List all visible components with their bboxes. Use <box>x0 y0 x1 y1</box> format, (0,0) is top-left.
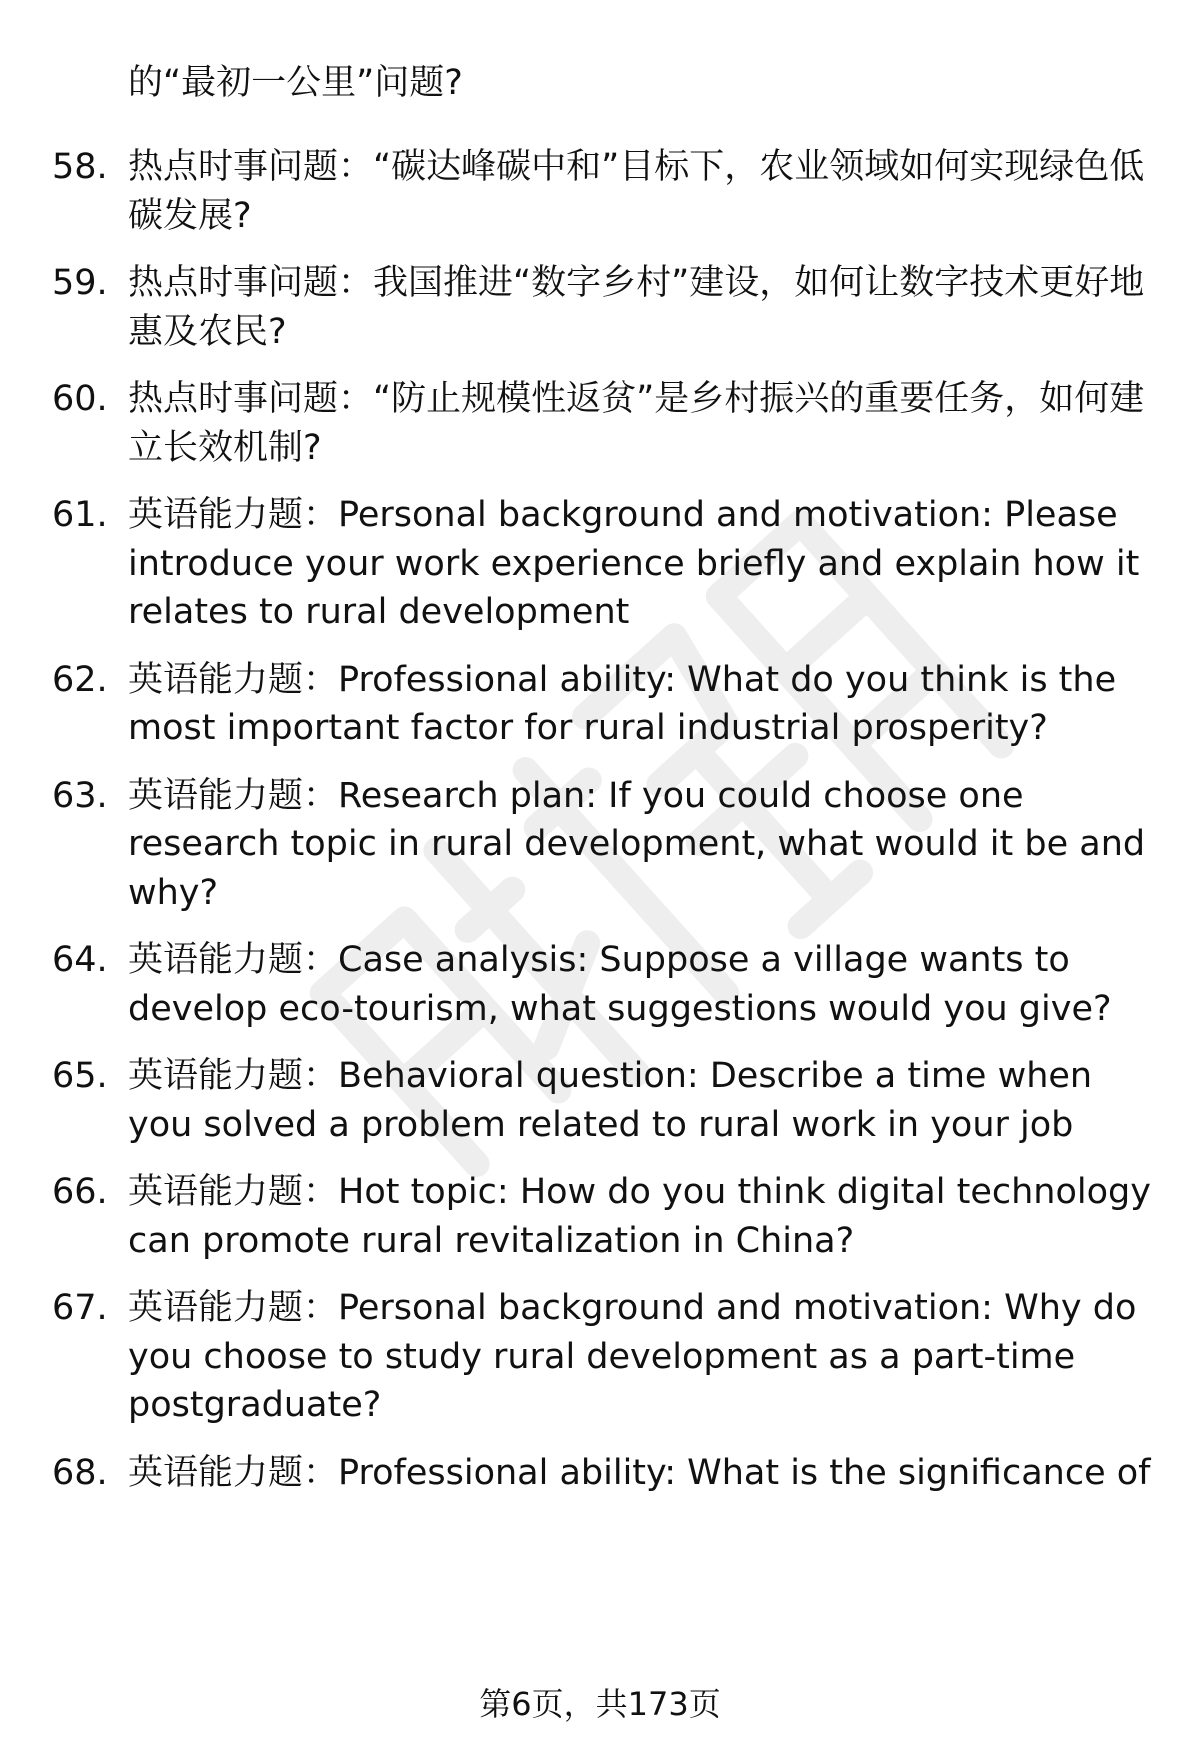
question-item <box>0 656 1200 753</box>
question-number: 62. <box>52 659 108 700</box>
question-text: 英语能力题：Hot topic: How do you think digital technology can promote rural revitalization in China? <box>128 1172 1151 1261</box>
question-list <box>0 143 1200 1516</box>
question-number: 67. <box>52 1288 108 1328</box>
question-text: 英语能力题：Personal background and motivation: Please introduce your work experience briefly and explain how it relates to rural development <box>128 495 1140 632</box>
page-footer: 第6页，共173页 <box>479 1685 721 1723</box>
question-number: 58. <box>52 147 108 187</box>
question-item <box>0 375 1200 472</box>
question-text: 英语能力题：Behavioral question: Describe a time when you solved a problem related to rural work in your job <box>128 1056 1093 1145</box>
question-item <box>0 936 1200 1033</box>
question-text: 英语能力题：Personal background and motivation: Why do you choose to study rural development as a part-time postgraduate? <box>128 1288 1137 1425</box>
question-item <box>0 772 1200 918</box>
question-text: 英语能力题：Research plan: If you could choose one research topic in rural development, what would it be and why? <box>128 775 1146 913</box>
continuation-text: 的“最初一公里”问题? <box>128 63 463 103</box>
question-item <box>0 1168 1200 1265</box>
question-item <box>0 1284 1200 1430</box>
question-item <box>0 1449 1200 1498</box>
question-text: 热点时事问题：我国推进“数字乡村”建设，如何让数字技术更好地惠及农民? <box>128 263 1145 352</box>
question-number: 65. <box>52 1056 108 1096</box>
question-text: 英语能力题：Professional ability: What is the significance of <box>128 1452 1151 1493</box>
question-number: 64. <box>52 940 108 980</box>
question-item <box>0 491 1200 637</box>
question-text: 热点时事问题：“防止规模性返贫”是乡村振兴的重要任务，如何建立长效机制? <box>128 379 1145 468</box>
question-item <box>0 1052 1200 1149</box>
question-number: 63. <box>52 775 108 816</box>
question-item <box>0 259 1200 356</box>
question-number: 60. <box>52 379 108 419</box>
question-text: 英语能力题：Case analysis: Suppose a village wants to develop eco-tourism, what suggestions would you give? <box>128 940 1112 1029</box>
question-text: 英语能力题：Professional ability: What do you think is the most important factor for rural industrial prosperity? <box>128 659 1117 748</box>
question-number: 66. <box>52 1172 108 1212</box>
question-number: 61. <box>52 495 108 535</box>
question-text: 热点时事问题：“碳达峰碳中和”目标下，农业领域如何实现绿色低碳发展? <box>128 147 1145 236</box>
question-item <box>0 143 1200 240</box>
question-number: 68. <box>52 1452 108 1493</box>
question-number: 59. <box>52 263 108 303</box>
